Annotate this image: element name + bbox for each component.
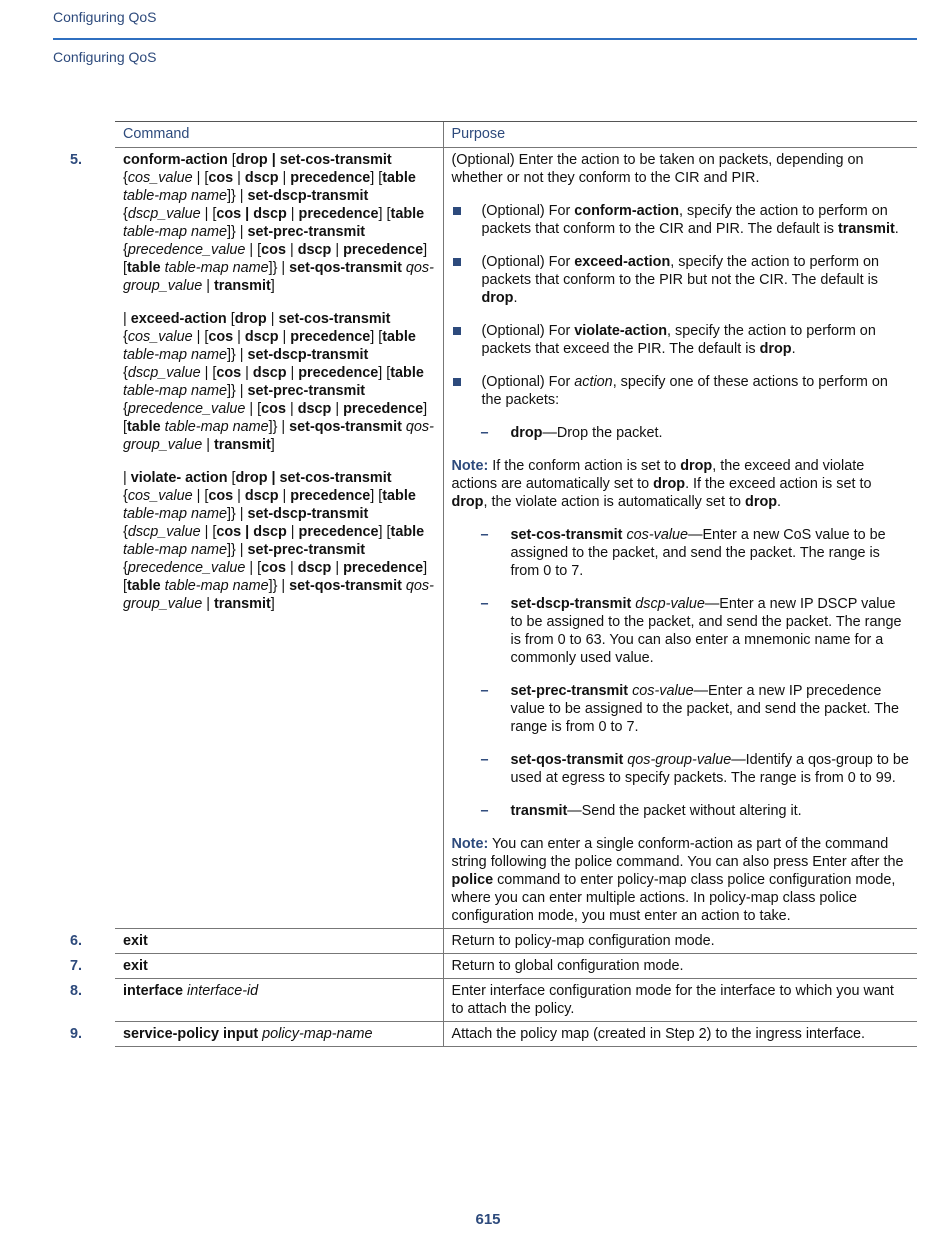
command-cell: exit: [115, 929, 443, 954]
purpose-column-header: Purpose: [443, 122, 917, 148]
note-conform-action: Note: You can enter a single conform-action as part of the command string following the police command. You can also press Enter after the police command to enter policy-map class police configuration mode, where you can enter multiple actions. In policy-map class police configuration mode, you must enter an action to take.: [451, 836, 904, 924]
step-number: 6.: [70, 932, 83, 949]
dash-bullet-icon: –: [480, 527, 489, 543]
purpose-cell: [443, 148, 917, 929]
purpose-cell: Return to global configuration mode.: [443, 954, 917, 979]
table-row: [64, 148, 917, 929]
action-sublist: [452, 526, 910, 820]
dash-bullet-icon: –: [480, 683, 489, 699]
list-item: – set-cos-transmit cos-value—Enter a new CoS value to be assigned to the packet, and send the packet. The range is from 0 to 7.: [480, 527, 886, 579]
dash-bullet-icon: –: [480, 803, 489, 819]
table-row: [64, 1022, 917, 1047]
step-number: 9.: [70, 1025, 83, 1042]
action-bullet-list: [452, 202, 910, 409]
step-number: 5.: [70, 151, 83, 168]
conform-action-syntax: conform-action [drop | set-cos-transmit {cos_value | [cos | dscp | precedence] [table table-map name]} | set-dscp-transmit {dscp_value | [cos | dscp | precedence] [table table-map name]} | set-prec-transmit {precedence_value | [cos | dscp | precedence] [table table-map name]} | set-qos-transmit qos-group_value | transmit]: [123, 152, 434, 294]
running-header: Configuring QoS: [53, 9, 157, 25]
table-row: [64, 929, 917, 954]
exceed-action-syntax: | exceed-action [drop | set-cos-transmit {cos_value | [cos | dscp | precedence] [table table-map name]} | set-dscp-transmit {dscp_value | [cos | dscp | precedence] [table table-map name]} | set-prec-transmit {precedence_value | [cos | dscp | precedence] [table table-map name]} | set-qos-transmit qos-group_value | transmit]: [123, 311, 434, 453]
list-item: – set-prec-transmit cos-value—Enter a new IP precedence value to be assigned to the packet, and send the packet. The range is from 0 to 7.: [480, 683, 900, 735]
dash-bullet-icon: –: [480, 425, 489, 441]
list-item: (Optional) For exceed-action, specify the action to perform on packets that conform to the PIR but not the CIR. The default is drop.: [452, 253, 910, 307]
table-header-row: [64, 122, 917, 148]
square-bullet-icon: [453, 258, 461, 266]
list-item: – transmit—Send the packet without altering it.: [480, 803, 802, 819]
square-bullet-icon: [453, 327, 461, 335]
list-item: (Optional) For action, specify one of these actions to perform on the packets:: [452, 373, 910, 409]
list-item: – set-qos-transmit qos-group-value—Identify a qos-group to be used at egress to specify packets. The range is from 0 to 99.: [480, 752, 909, 786]
list-item: – drop—Drop the packet.: [480, 425, 663, 441]
table-row: [64, 979, 917, 1022]
step-number: 7.: [70, 957, 83, 974]
command-cell: interface interface-id: [115, 979, 443, 1022]
purpose-cell: Enter interface configuration mode for the interface to which you want to attach the policy.: [443, 979, 917, 1022]
dash-bullet-icon: –: [480, 596, 489, 612]
purpose-cell: Attach the policy map (created in Step 2) to the ingress interface.: [443, 1022, 917, 1047]
table-row: [64, 954, 917, 979]
purpose-cell: Return to policy-map configuration mode.: [443, 929, 917, 954]
step-column-header: [64, 122, 115, 148]
header-divider: [53, 38, 917, 40]
note-drop: Note: If the conform action is set to drop, the exceed and violate actions are automatically set to drop. If the exceed action is set to drop, the violate action is automatically set to drop.: [451, 458, 872, 510]
drop-sublist: [452, 424, 910, 442]
command-cell: [115, 148, 443, 929]
list-item: (Optional) For violate-action, specify the action to perform on packets that exceed the PIR. The default is drop.: [452, 322, 910, 358]
list-item: (Optional) For conform-action, specify the action to perform on packets that conform to the CIR and PIR. The default is transmit.: [452, 202, 910, 238]
violate-action-syntax: | violate- action [drop | set-cos-transmit {cos_value | [cos | dscp | precedence] [table table-map name]} | set-dscp-transmit {dscp_value | [cos | dscp | precedence] [table table-map name]} | set-prec-transmit {precedence_value | [cos | dscp | precedence] [table table-map name]} | set-qos-transmit qos-group_value | transmit]: [123, 470, 434, 612]
page-number: 615: [475, 1211, 501, 1228]
step-number: 8.: [70, 982, 83, 999]
dash-bullet-icon: –: [480, 752, 489, 768]
command-column-header: Command: [115, 122, 443, 148]
purpose-intro: (Optional) Enter the action to be taken on packets, depending on whether or not they conform to the CIR and PIR.: [451, 152, 864, 186]
square-bullet-icon: [453, 378, 461, 386]
command-table: [64, 121, 917, 1047]
square-bullet-icon: [453, 207, 461, 215]
section-header: Configuring QoS: [53, 49, 157, 65]
command-cell: exit: [115, 954, 443, 979]
list-item: – set-dscp-transmit dscp-value—Enter a new IP DSCP value to be assigned to the packet, and send the packet. The range is from 0 to 63. You can also enter a mnemonic name for a commonly used value.: [480, 596, 902, 666]
command-cell: service-policy input policy-map-name: [115, 1022, 443, 1047]
